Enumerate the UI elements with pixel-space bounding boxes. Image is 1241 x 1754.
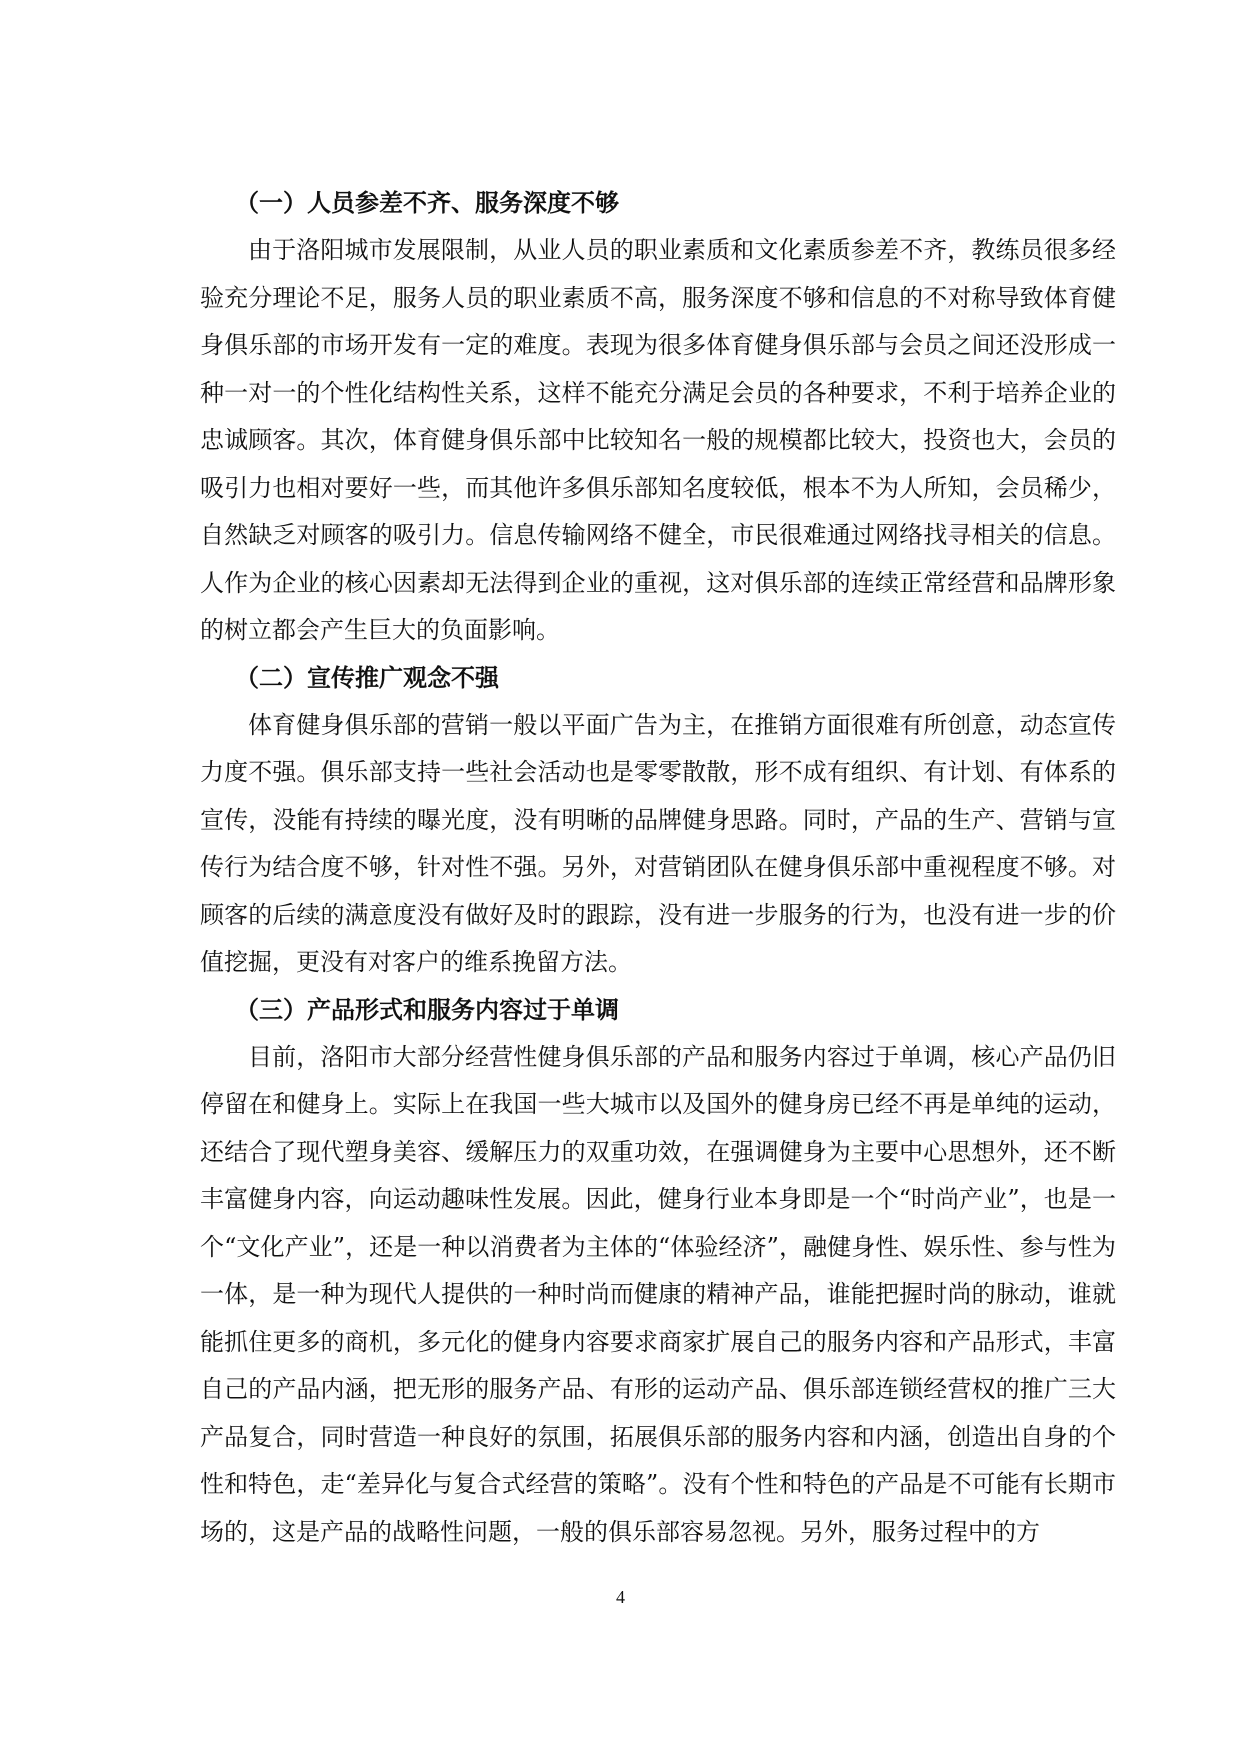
section-paragraph-2: 体育健身俱乐部的营销一般以平面广告为主，在推销方面很难有所创意，动态宣传力度不强。俱乐部支持一些社会活动也是零零散散，形不成有组织、有计划、有体系的宣传，没能有持续的曝光度，没有明晰的品牌健身思路。同时，产品的生产、营销与宣传行为结合度不够，针对性不强。另外，对营销团队在健身俱乐部中重视程度不够。对顾客的后续的满意度没有做好及时的跟踪，没有进一步服务的行为，也没有进一步的价值挖掘，更没有对客户的维系挽留方法。 — [200, 710, 1116, 976]
section-heading-3: （三）产品形式和服务内容过于单调 — [235, 995, 619, 1024]
page-number: 4 — [616, 1587, 625, 1607]
section-paragraph-1: 由于洛阳城市发展限制，从业人员的职业素质和文化素质参差不齐，教练员很多经验充分理论不足，服务人员的职业素质不高，服务深度不够和信息的不对称导致体育健身俱乐部的市场开发有一定的难度。表现为很多体育健身俱乐部与会员之间还没形成一种一对一的个性化结构性关系，这样不能充分满足会员的各种要求，不利于培养企业的忠诚顾客。其次，体育健身俱乐部中比较知名一般的规模都比较大，投资也大，会员的吸引力也相对要好一些，而其他许多俱乐部知名度较低，根本不为人所知，会员稀少，自然缺乏对顾客的吸引力。信息传输网络不健全，市民很难通过网络找寻相关的信息。人作为企业的核心因素却无法得到企业的重视，这对俱乐部的连续正常经营和品牌形象的树立都会产生巨大的负面影响。 — [200, 236, 1116, 644]
section-paragraph-3: 目前，洛阳市大部分经营性健身俱乐部的产品和服务内容过于单调，核心产品仍旧停留在和健身上。实际上在我国一些大城市以及国外的健身房已经不再是单纯的运动，还结合了现代塑身美容、缓解压力的双重功效，在强调健身为主要中心思想外，还不断丰富健身内容，向运动趣味性发展。因此，健身行业本身即是一个“时尚产业”，也是一个“文化产业”，还是一种以消费者为主体的“体验经济”，融健身性、娱乐性、参与性为一体，是一种为现代人提供的一种时尚而健康的精神产品，谁能把握时尚的脉动，谁就能抓住更多的商机，多元化的健身内容要求商家扩展自己的服务内容和产品形式，丰富自己的产品内涵，把无形的服务产品、有形的运动产品、俱乐部连锁经营权的推广三大产品复合，同时营造一种良好的氛围，拓展俱乐部的服务内容和内涵，创造出自身的个性和特色，走“差异化与复合式经营的策略”。没有个性和特色的产品是不可能有长期市场的，这是产品的战略性问题，一般的俱乐部容易忽视。另外，服务过程中的方 — [200, 1042, 1116, 1546]
page-content — [200, 180, 1116, 1556]
section-heading-1: （一）人员参差不齐、服务深度不够 — [235, 189, 619, 217]
section-heading-2: （二）宣传推广观念不强 — [235, 663, 499, 692]
